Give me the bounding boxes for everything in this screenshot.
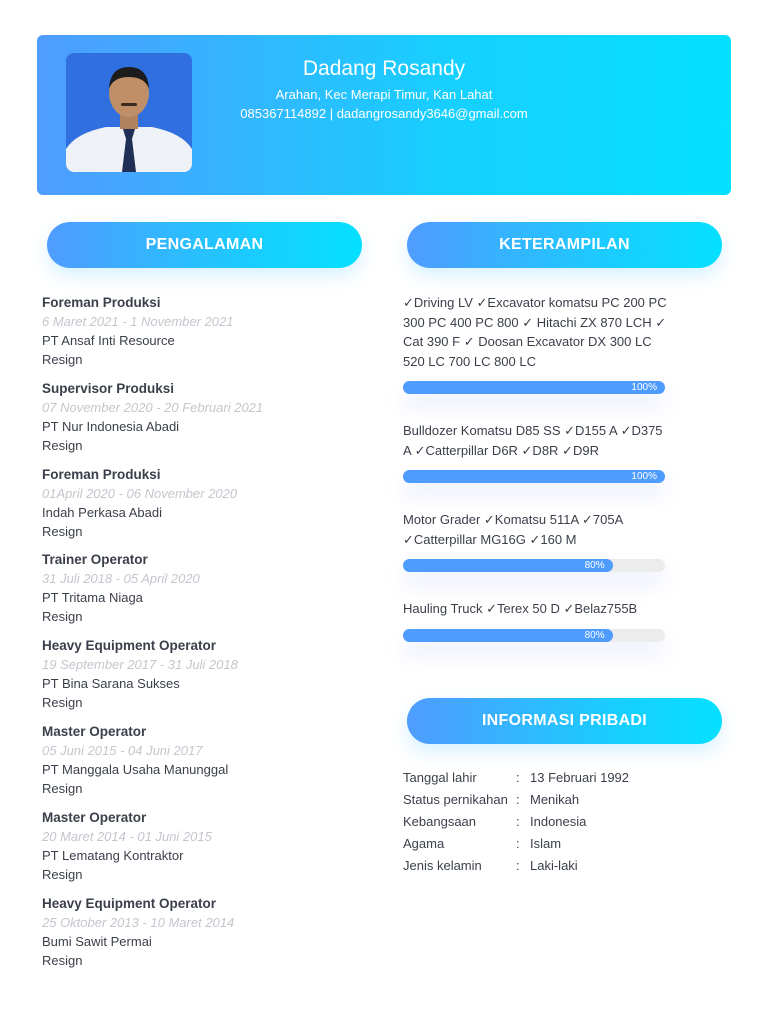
job-title: Heavy Equipment Operator <box>42 895 217 911</box>
skill-level-fill <box>403 470 665 483</box>
experience-item <box>42 293 372 379</box>
info-separator: : <box>516 770 520 785</box>
job-date: 31 Juli 2018 - 05 April 2020 <box>42 571 200 587</box>
job-title: Foreman Produksi <box>42 295 161 310</box>
personal-info-heading: INFORMASI PRIBADI <box>407 698 722 744</box>
info-separator: : <box>516 836 520 851</box>
job-status: Resign <box>42 352 83 367</box>
skill-level-label: 100% <box>631 382 657 393</box>
skill-level-bar <box>403 629 665 642</box>
job-title: Master Operator <box>42 809 147 825</box>
personal-info-list <box>403 767 703 877</box>
job-status: Resign <box>42 952 83 968</box>
info-value: Indonesia <box>530 814 587 829</box>
job-date: 25 Oktober 2013 - 10 Maret 2014 <box>42 914 235 930</box>
info-separator: : <box>516 792 520 807</box>
contact-text: 085367114892 | dadangrosandy3646@gmail.com <box>240 106 528 121</box>
info-value: Islam <box>530 836 562 851</box>
info-row <box>403 767 703 789</box>
job-company: Indah Perkasa Abadi <box>42 504 162 520</box>
header-banner <box>37 35 731 195</box>
job-date: 07 November 2020 - 20 Februari 2021 <box>42 399 264 415</box>
skill-description: Bulldozer Komatsu D85 SS ✓D155 A ✓D375 A ✓Catterpillar D6R ✓D8R ✓D9R <box>403 423 663 458</box>
info-key: Agama <box>403 836 445 851</box>
experience-item <box>42 894 372 980</box>
job-date: 19 September 2017 - 31 Juli 2018 <box>42 657 238 673</box>
experience-list <box>42 293 372 979</box>
info-key: Status pernikahan <box>403 792 508 807</box>
job-status: Resign <box>42 866 83 882</box>
info-key: Tanggal lahir <box>403 770 477 785</box>
job-title: Supervisor Produksi <box>42 380 175 396</box>
info-key: Jenis kelamin <box>403 858 482 873</box>
info-key: Kebangsaan <box>403 814 477 829</box>
experience-item <box>42 465 372 551</box>
skill-level-label: 100% <box>631 471 657 482</box>
info-value: Menikah <box>530 792 580 807</box>
job-status: Resign <box>42 523 83 539</box>
job-title: Trainer Operator <box>42 552 148 568</box>
job-company: PT Bina Sarana Sukses <box>42 676 180 692</box>
job-title: Heavy Equipment Operator <box>42 638 217 654</box>
experience-item <box>42 808 372 894</box>
job-company: PT Lematang Kontraktor <box>42 847 184 863</box>
info-row <box>403 811 703 833</box>
experience-item <box>42 550 372 636</box>
info-row <box>403 833 703 855</box>
info-row <box>403 855 703 877</box>
skills-heading: KETERAMPILAN <box>407 222 722 268</box>
job-company: PT Manggala Usaha Manunggal <box>42 761 229 777</box>
job-status: Resign <box>42 695 83 711</box>
job-company: PT Nur Indonesia Abadi <box>42 418 180 434</box>
skill-description: ✓Driving LV ✓Excavator komatsu PC 200 PC 300 PC 400 PC 800 ✓ Hitachi ZX 870 LCH ✓ Cat 390 F ✓ Doosan Excavator DX 300 LC 520 LC 700 LC 800 LC <box>403 295 667 369</box>
job-date: 01April 2020 - 06 November 2020 <box>42 485 238 501</box>
job-title: Foreman Produksi <box>42 466 161 482</box>
experience-item <box>42 379 372 465</box>
job-status: Resign <box>42 437 83 453</box>
job-title: Master Operator <box>42 723 147 739</box>
skill-level-bar <box>403 559 665 572</box>
job-company: Bumi Sawit Permai <box>42 933 152 949</box>
job-date: 05 Juni 2015 - 04 Juni 2017 <box>42 742 203 758</box>
info-row <box>403 789 703 811</box>
skill-level-fill <box>403 559 613 572</box>
job-date: 6 Maret 2021 - 1 November 2021 <box>42 314 234 329</box>
info-value: 13 Februari 1992 <box>530 770 630 785</box>
skill-level-fill <box>403 381 665 394</box>
job-status: Resign <box>42 609 83 625</box>
profile-photo <box>66 53 192 172</box>
skill-level-label: 80% <box>584 560 605 571</box>
experience-heading: PENGALAMAN <box>47 222 362 268</box>
job-status: Resign <box>42 780 83 796</box>
job-company: PT Ansaf Inti Resource <box>42 333 175 348</box>
info-separator: : <box>516 858 520 873</box>
job-company: PT Tritama Niaga <box>42 590 143 606</box>
info-separator: : <box>516 814 520 829</box>
skill-level-bar <box>403 470 665 483</box>
job-date: 20 Maret 2014 - 01 Juni 2015 <box>42 828 212 844</box>
skill-level-bar <box>403 381 665 394</box>
experience-item <box>42 636 372 722</box>
address-text: Arahan, Kec Merapi Timur, Kan Lahat <box>275 87 493 102</box>
person-name: Dadang Rosandy <box>302 57 466 80</box>
experience-item <box>42 722 372 808</box>
skill-level-fill <box>403 629 613 642</box>
skill-level-label: 80% <box>584 630 605 641</box>
info-value: Laki-laki <box>530 858 578 873</box>
person-photo-icon <box>66 53 192 172</box>
skill-description: Hauling Truck ✓Terex 50 D ✓Belaz755B <box>403 601 638 616</box>
skill-description: Motor Grader ✓Komatsu 511A ✓705A ✓Catterpillar MG16G ✓160 M <box>403 512 623 547</box>
